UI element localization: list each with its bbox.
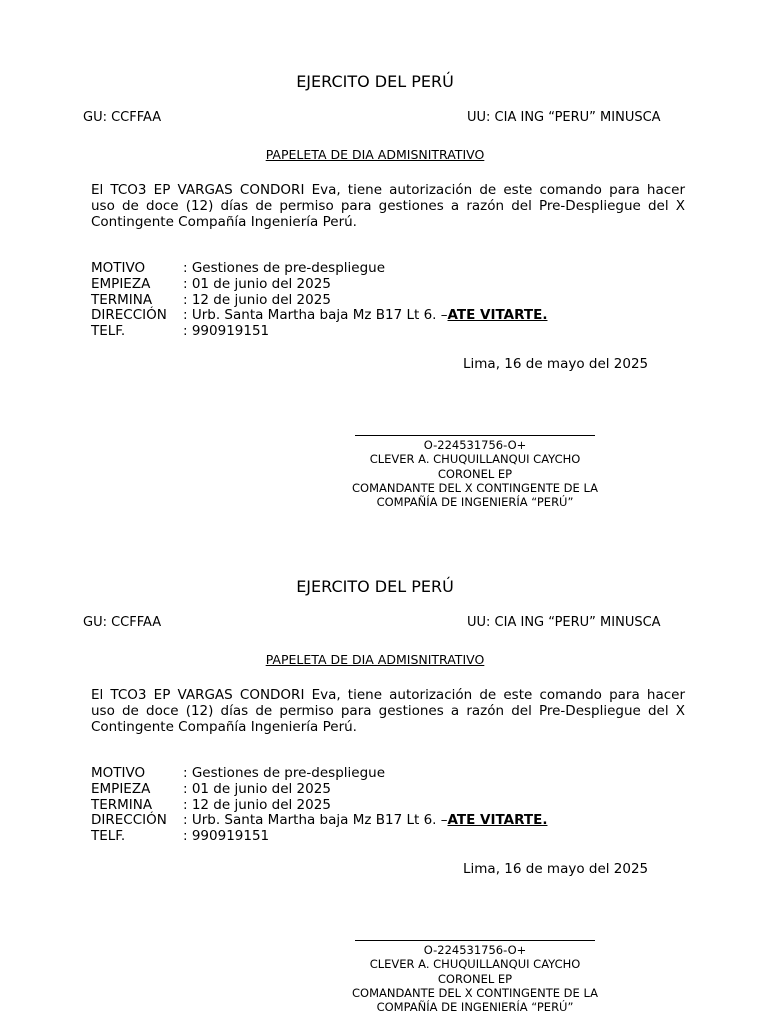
field-row-telf (91, 324, 547, 340)
document-title: EJERCITO DEL PERÚ (296, 72, 454, 91)
signature-block (300, 438, 650, 509)
address-text: : Urb. Santa Martha baja Mz B17 Lt 6. – (183, 307, 448, 324)
signature-id: O-224531756-O+ (423, 438, 527, 452)
field-row-empieza (91, 782, 547, 798)
document-subtitle: PAPELETA DE DIA ADMISNITRATIVO (265, 652, 485, 667)
field-row-direccion (91, 813, 547, 829)
gu-label: GU: CCFFAA (83, 110, 162, 125)
field-label: EMPIEZA (91, 275, 151, 292)
field-label: MOTIVO (91, 260, 146, 276)
field-label: MOTIVO (91, 765, 146, 781)
paragraph-line: El TCO3 EP VARGAS CONDORI Eva, tiene autorización de este comando para hacer (91, 687, 685, 703)
field-label: DIRECCIÓN (91, 812, 167, 829)
signature-position: COMANDANTE DEL X CONTINGENTE DE LA (351, 480, 598, 495)
authorization-paragraph (91, 687, 685, 735)
permit-details (91, 766, 547, 845)
signature-position: COMANDANTE DEL X CONTINGENTE DE LA (351, 985, 598, 1000)
uu-label: UU: CIA ING “PERU” MINUSCA (467, 110, 661, 125)
field-row-motivo (91, 766, 547, 782)
field-label: TERMINA (91, 796, 153, 813)
signature-id: O-224531756-O+ (423, 943, 527, 957)
field-row-motivo (91, 261, 547, 277)
signature-name: CLEVER A. CHUQUILLANQUI CAYCHO (369, 452, 581, 467)
field-value (183, 813, 547, 829)
field-row-empieza (91, 277, 547, 293)
field-value: : 12 de junio del 2025 (183, 291, 331, 308)
field-row-telf (91, 829, 547, 845)
field-value: : 12 de junio del 2025 (183, 796, 331, 813)
document-title: EJERCITO DEL PERÚ (296, 577, 454, 596)
field-row-direccion (91, 308, 547, 324)
field-value: : 01 de junio del 2025 (183, 780, 331, 797)
permit-details (91, 261, 547, 340)
field-value: : Gestiones de pre-despliegue (183, 765, 386, 781)
gu-label: GU: CCFFAA (83, 615, 162, 630)
district-emphasis: ATE VITARTE. (447, 307, 548, 324)
paragraph-line: uso de doce (12) días de permiso para gestiones a razón del Pre-Despliegue del X (91, 198, 685, 214)
issue-date: Lima, 16 de mayo del 2025 (463, 356, 649, 372)
signature-rank: CORONEL EP (437, 971, 513, 986)
field-value: : 990919151 (183, 323, 270, 340)
field-label: TELF. (91, 323, 126, 340)
district-emphasis: ATE VITARTE. (447, 812, 548, 829)
signature-line (355, 930, 595, 941)
paragraph-line: uso de doce (12) días de permiso para gestiones a razón del Pre-Despliegue del X (91, 703, 685, 719)
issue-date: Lima, 16 de mayo del 2025 (463, 861, 649, 877)
field-value: : 01 de junio del 2025 (183, 275, 331, 292)
signature-line (355, 425, 595, 436)
paragraph-line: Contingente Compañía Ingeniería Perú. (91, 214, 357, 230)
paragraph-line: El TCO3 EP VARGAS CONDORI Eva, tiene autorización de este comando para hacer (91, 182, 685, 198)
field-label: TERMINA (91, 291, 153, 308)
field-label: TELF. (91, 828, 126, 845)
field-value: : Gestiones de pre-despliegue (183, 260, 386, 276)
signature-unit: COMPAÑÍA DE INGENIERÍA “PERÚ” (376, 495, 574, 510)
address-text: : Urb. Santa Martha baja Mz B17 Lt 6. – (183, 812, 448, 829)
permit-slip-1 (0, 0, 768, 510)
field-value (183, 308, 547, 324)
signature-block (300, 943, 650, 1014)
uu-label: UU: CIA ING “PERU” MINUSCA (467, 615, 661, 630)
signature-name: CLEVER A. CHUQUILLANQUI CAYCHO (369, 957, 581, 972)
field-value: : 990919151 (183, 828, 270, 845)
field-label: DIRECCIÓN (91, 307, 167, 324)
signature-rank: CORONEL EP (437, 466, 513, 481)
permit-slip-2 (0, 505, 768, 1015)
document-subtitle: PAPELETA DE DIA ADMISNITRATIVO (265, 147, 485, 162)
paragraph-line: Contingente Compañía Ingeniería Perú. (91, 719, 357, 735)
field-label: EMPIEZA (91, 780, 151, 797)
authorization-paragraph (91, 182, 685, 230)
signature-unit: COMPAÑÍA DE INGENIERÍA “PERÚ” (376, 1000, 574, 1015)
